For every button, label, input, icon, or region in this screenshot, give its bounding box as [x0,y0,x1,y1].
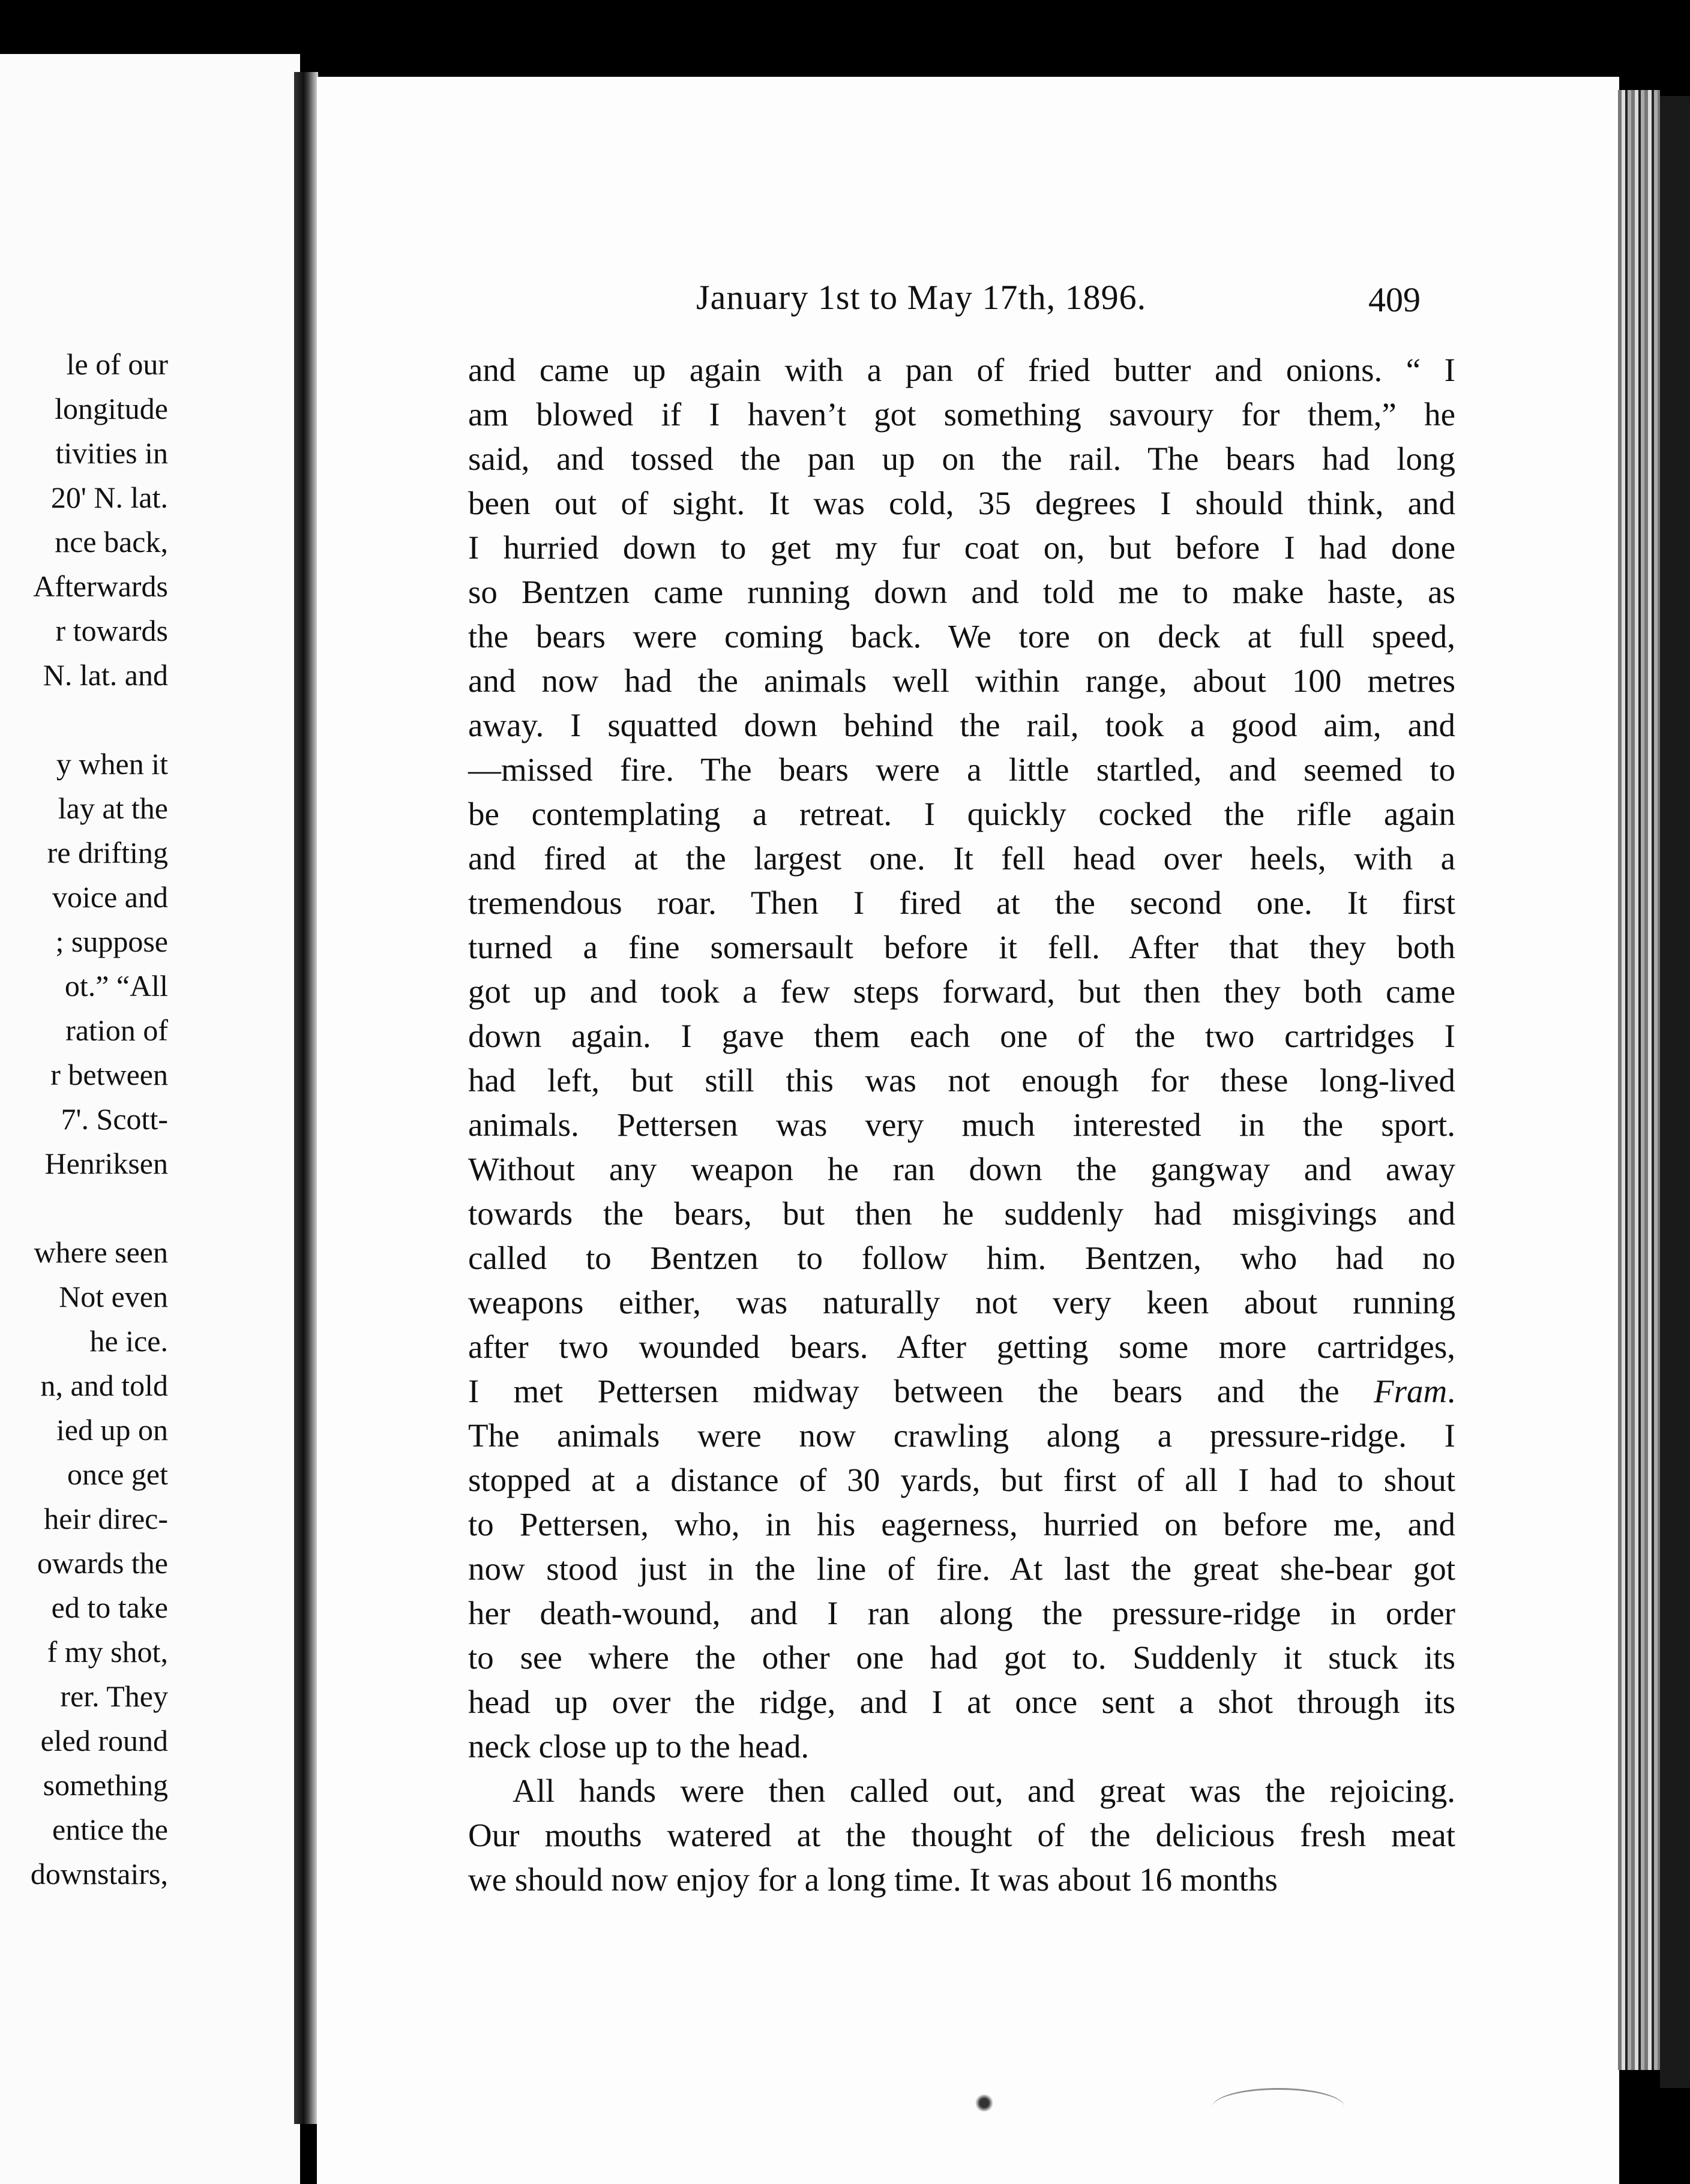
text-line: called to Bentzen to follow him. Bentzen, who had no [468,1240,1455,1276]
text-line: The animals were now crawling along a pressure-ridge. I [468,1417,1455,1454]
text-line: —missed fire. The bears were a little startled, and seemed to [468,751,1455,788]
left-text-line: voice and [52,880,168,914]
text-line: weapons either, was naturally not very keen about running [468,1284,1455,1321]
left-text-line: ied up on [56,1413,168,1447]
left-text-line: Henriksen [44,1147,168,1180]
left-text-line: something [43,1768,168,1802]
text-line: neck close up to the head. [468,1728,810,1765]
left-text-line: r towards [55,614,168,647]
text-line: the bears were coming back. We tore on deck at full speed, [468,618,1455,655]
text-line: got up and took a few steps forward, but then they both came [468,973,1455,1010]
text-line: said, and tossed the pan up on the rail. The bears had long [468,440,1455,477]
left-text-line: ot.” “All [64,969,168,1003]
text-line: head up over the ridge, and I at once sent a shot through its [468,1684,1455,1720]
left-text-line: 20' N. lat. [50,481,168,514]
left-text-line: once get [67,1457,168,1491]
left-text-line: Not even [59,1280,168,1313]
text-line: I met Pettersen midway between the bears and the Fram. [468,1373,1455,1409]
left-text-line: ed to take [51,1591,168,1624]
text-line: to see where the other one had got to. Suddenly it stuck its [468,1639,1455,1676]
left-text-line: le of our [66,347,168,381]
text-line: Our mouths watered at the thought of the delicious fresh meat [468,1817,1455,1853]
text-line: away. I squatted down behind the rail, took a good aim, and [468,707,1455,743]
left-page-fragment [0,54,300,2184]
left-text-line: owards the [37,1546,168,1580]
left-text-line: n, and told [40,1369,168,1402]
text-line: we should now enjoy for a long time. It was about 16 months [468,1861,1278,1898]
left-text-line: downstairs, [30,1857,168,1891]
text-line: animals. Pettersen was very much interested in the sport. [468,1106,1455,1143]
left-text-line: entice the [52,1813,168,1846]
text-line: towards the bears, but then he suddenly had misgivings and [468,1195,1455,1232]
left-text-line: rer. They [60,1679,168,1713]
ink-smudge [972,2094,996,2112]
text-line: to Pettersen, who, in his eagerness, hurried on before me, and [468,1506,1455,1543]
text-line: Without any weapon he ran down the gangway and away [468,1151,1455,1187]
text-line: All hands were then called out, and great was the rejoicing. [513,1772,1455,1809]
bottom-margin-mark [1212,2088,1344,2126]
text-line: down again. I gave them each one of the two cartridges I [468,1018,1455,1054]
left-text-line: N. lat. and [43,658,168,692]
page-edges [1618,90,1660,2070]
left-text-line: eled round [40,1724,168,1757]
text-line: now stood just in the line of fire. At last the great she-bear got [468,1550,1455,1587]
left-text-line: f my shot, [47,1635,168,1669]
text-line: so Bentzen came running down and told me to make haste, as [468,574,1455,610]
text-line: and now had the animals well within range, about 100 metres [468,662,1455,699]
text-line: and came up again with a pan of fried butter and onions. “ I [468,352,1455,388]
text-line: am blowed if I haven’t got something savoury for them,” he [468,396,1455,433]
text-line: and fired at the largest one. It fell head over heels, with a [468,840,1455,877]
running-head: January 1st to May 17th, 1896. [696,278,1147,317]
left-text-line: longitude [55,392,168,425]
left-text-line: Afterwards [33,569,168,603]
book-gutter [294,72,318,2124]
left-text-line: nce back, [55,525,168,559]
left-text-line: lay at the [58,791,168,825]
text-line: stopped at a distance of 30 yards, but first of all I had to shout [468,1462,1455,1498]
text-line: tremendous roar. Then I fired at the second one. It first [468,884,1455,921]
left-text-line: 7'. Scott- [61,1102,168,1136]
text-line: I hurried down to get my fur coat on, but before I had done [468,529,1455,566]
text-line: her death-wound, and I ran along the pressure-ridge in order [468,1595,1455,1631]
text-line: had left, but still this was not enough for these long-lived [468,1062,1455,1099]
left-text-line: re drifting [47,836,168,869]
left-text-line: tivities in [55,436,168,470]
text-line: turned a fine somersault before it fell. After that they both [468,929,1455,965]
left-text-line: ; suppose [55,925,168,958]
left-text-line: ration of [65,1013,168,1047]
text-line: after two wounded bears. After getting some more cartridges, [468,1328,1455,1365]
left-text-line: he ice. [89,1324,168,1358]
ship-name: Fram [1374,1373,1448,1409]
left-text-line: y when it [56,747,168,781]
page-number: 409 [1368,280,1421,319]
left-text-line: heir direc- [44,1502,168,1535]
dark-border [1660,96,1690,2088]
left-text-line: where seen [34,1235,168,1269]
text-line: been out of sight. It was cold, 35 degrees I should think, and [468,485,1455,521]
left-text-line: r between [50,1058,168,1091]
text-line: be contemplating a retreat. I quickly cocked the rifle again [468,796,1455,832]
